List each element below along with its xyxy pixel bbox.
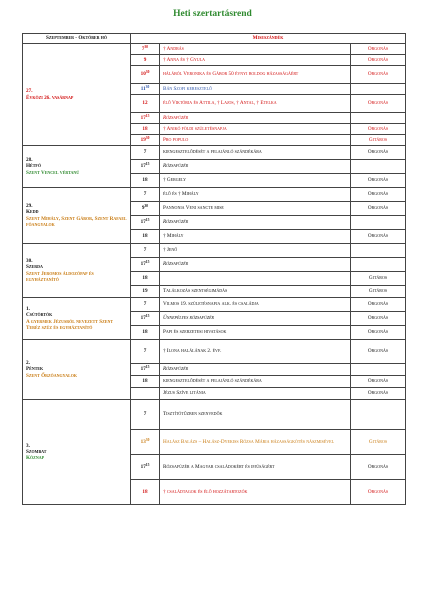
day-feast: Köznap — [26, 455, 45, 462]
time-cell — [131, 174, 160, 188]
time-cell — [131, 286, 160, 298]
time-minutes: 15 — [145, 314, 150, 319]
intention-cell: Rózsafüzér — [160, 160, 351, 174]
day-cell — [23, 44, 131, 146]
time-hour: 18 — [142, 488, 148, 495]
time-cell — [131, 44, 160, 55]
table-row — [23, 340, 406, 364]
day-date: 27. — [26, 88, 33, 95]
intention-cell: Tisztítótűzben szenvedők — [160, 400, 351, 430]
time-hour: 17 — [140, 163, 146, 170]
time-minutes: 15 — [145, 162, 150, 167]
time-minutes: 15 — [145, 218, 150, 223]
intention-cell: Jézus Szíve litánia — [160, 388, 351, 400]
time-hour: 19 — [142, 288, 148, 295]
day-feast: A gyermek Jézusról nevezett Szent Teréz szűz és egyháztanító — [26, 318, 114, 331]
table-row — [23, 400, 406, 430]
time-cell — [131, 258, 160, 272]
day-feast: Szent Vencel vértanú — [26, 169, 80, 176]
time-cell — [131, 146, 160, 160]
day-name: Szombat — [26, 448, 47, 455]
music-cell: Orgonás — [351, 202, 406, 216]
time-hour: 9 — [141, 205, 145, 212]
time-cell — [131, 113, 160, 124]
table-header-row — [23, 34, 406, 44]
intention-column-header: Miseszándék — [131, 34, 406, 44]
music-cell: Orgonás — [351, 312, 406, 326]
intention-cell: † Jenő — [160, 244, 351, 258]
music-cell: Orgonás — [351, 95, 406, 113]
time-hour: 17 — [140, 114, 146, 121]
time-cell — [131, 84, 160, 95]
music-cell — [351, 160, 406, 174]
time-cell — [131, 124, 160, 135]
music-cell: Orgonás — [351, 44, 406, 55]
intention-cell: hálából Veronika és Gábor 50 évnyi boldog házasságáért — [160, 66, 351, 84]
intention-cell: kiengesztelődését a felajánló szándékára — [160, 376, 351, 388]
time-hour: 18 — [142, 125, 148, 132]
time-cell — [131, 188, 160, 202]
time-cell — [131, 376, 160, 388]
intention-cell: † Anikó földi születésnapja — [160, 124, 351, 135]
time-hour: 17 — [140, 261, 146, 268]
music-cell: Orgonás — [351, 376, 406, 388]
time-minutes: 30 — [145, 70, 150, 75]
music-cell: Gitáros — [351, 430, 406, 455]
day-date: 2. — [26, 360, 30, 367]
time-cell — [131, 326, 160, 340]
time-cell — [131, 340, 160, 364]
time-hour: 7 — [143, 191, 147, 198]
schedule-body — [23, 44, 406, 505]
time-cell — [131, 480, 160, 505]
time-cell — [131, 272, 160, 286]
time-hour: 18 — [142, 329, 148, 336]
time-cell — [131, 202, 160, 216]
time-hour: 10 — [140, 71, 146, 78]
intention-cell: † Anna és † Gyula — [160, 55, 351, 66]
day-cell — [23, 244, 131, 298]
time-cell — [131, 312, 160, 326]
time-hour: 17 — [140, 315, 146, 322]
intention-cell: Rózsafüzér — [160, 113, 351, 124]
time-hour: 13 — [140, 438, 146, 445]
intention-cell: † családtagok és élő hozzátartozók — [160, 480, 351, 505]
time-minutes: 30 — [145, 438, 150, 443]
time-minutes: 30 — [145, 85, 150, 90]
day-date: 1. — [26, 306, 30, 313]
music-cell: Orgonás — [351, 388, 406, 400]
day-feast: Szent Őrzőangyalok — [26, 372, 77, 379]
schedule-table — [22, 33, 406, 505]
time-cell — [131, 244, 160, 258]
time-hour: 12 — [142, 100, 148, 107]
time-cell — [131, 230, 160, 244]
music-cell: Gitáros — [351, 272, 406, 286]
time-hour: 19 — [140, 136, 146, 143]
day-cell — [23, 146, 131, 188]
intention-cell: Találkozás szentségimádás — [160, 286, 351, 298]
time-hour: 7 — [143, 149, 147, 156]
music-cell — [351, 244, 406, 258]
time-cell — [131, 95, 160, 113]
time-cell — [131, 388, 160, 400]
day-name: Évközi 26. vasárnap — [26, 94, 74, 101]
time-hour: 18 — [142, 378, 148, 385]
music-cell — [351, 364, 406, 376]
music-cell: Gitáros — [351, 135, 406, 146]
time-hour: 11 — [140, 85, 146, 92]
music-cell: Orgonás — [351, 340, 406, 364]
intention-cell: Rózsafüzér a Magyar családokért és ifjúságért — [160, 455, 351, 480]
time-cell — [131, 135, 160, 146]
intention-cell: Rózsafüzér — [160, 258, 351, 272]
music-cell: Orgonás — [351, 455, 406, 480]
intention-cell: † András — [160, 44, 351, 55]
intention-cell: Pro populo — [160, 135, 351, 146]
day-feast: Szent Jeromos áldozópap és egyháztanító — [26, 270, 94, 283]
time-cell — [131, 160, 160, 174]
day-name: Csütörtök — [26, 312, 53, 319]
intention-cell: Ünnepélyes rózsafüzér — [160, 312, 351, 326]
time-cell — [131, 400, 160, 430]
intention-cell: Rózsafüzér — [160, 216, 351, 230]
time-cell — [131, 66, 160, 84]
music-cell: Orgonás — [351, 326, 406, 340]
page-title: Heti szertartásrend — [173, 9, 252, 19]
time-hour: 7 — [143, 411, 147, 418]
day-date: 29. — [26, 203, 33, 210]
time-minutes: 15 — [145, 114, 150, 119]
day-name: Kedd — [26, 209, 39, 216]
day-column-header: Szeptember - Október hó — [23, 34, 131, 44]
day-name: Szerda — [26, 264, 43, 271]
time-minutes: 15 — [145, 365, 150, 370]
time-cell — [131, 55, 160, 66]
time-hour: 18 — [142, 233, 148, 240]
time-cell — [131, 430, 160, 455]
time-hour: 9 — [143, 56, 147, 63]
day-date: 30. — [26, 258, 33, 265]
intention-cell: Papi és szerzetesi hivatások — [160, 326, 351, 340]
time-cell — [131, 216, 160, 230]
music-cell: Orgonás — [351, 298, 406, 312]
day-cell — [23, 340, 131, 400]
intention-cell: † Ilona halálának 2. évf. — [160, 340, 351, 364]
intention-cell: † Mihály — [160, 230, 351, 244]
day-cell — [23, 400, 131, 505]
day-feast: Szent Mihály, Szent Gábor, Szent Rafael főangyalok — [26, 215, 127, 228]
time-minutes: 30 — [144, 204, 149, 209]
day-date: 28. — [26, 157, 33, 164]
table-row — [23, 244, 406, 258]
time-cell — [131, 455, 160, 480]
music-cell — [351, 216, 406, 230]
day-date: 3. — [26, 442, 30, 449]
time-hour: 17 — [140, 219, 146, 226]
time-hour: 17 — [140, 366, 146, 373]
music-cell: Orgonás — [351, 480, 406, 505]
intention-cell: † Gergely — [160, 174, 351, 188]
intention-cell: élő és † Mihály — [160, 188, 351, 202]
music-cell: Orgonás — [351, 55, 406, 66]
time-minutes: 30 — [144, 45, 149, 50]
time-hour: 17 — [140, 463, 146, 470]
table-row — [23, 298, 406, 312]
table-row — [23, 188, 406, 202]
time-minutes: 30 — [145, 136, 150, 141]
time-cell — [131, 298, 160, 312]
time-minutes: 15 — [145, 463, 150, 468]
intention-cell: Pannonia Veni sancte mise — [160, 202, 351, 216]
intention-cell: élő Viktória és Attila, † Lajos, † Antal, † Etelka — [160, 95, 351, 113]
table-row — [23, 44, 406, 55]
music-cell — [351, 84, 406, 95]
day-name: Hétfő — [26, 163, 41, 170]
music-cell: Orgonás — [351, 66, 406, 84]
intention-cell: Rózsafüzér — [160, 364, 351, 376]
intention-cell: kiengesztelődését a felajánló szándékára — [160, 146, 351, 160]
music-cell: Orgonás — [351, 174, 406, 188]
intention-cell: Halász Balázs – Halász-Dyekiss Rózsa Mária házasságkötés nászmisével — [160, 430, 351, 455]
music-cell — [351, 113, 406, 124]
time-hour: 18 — [142, 177, 148, 184]
time-hour: 7 — [141, 45, 145, 52]
intention-cell: Vilmos 19. születésnapja alk. és családja — [160, 298, 351, 312]
intention-cell — [160, 272, 351, 286]
music-cell — [351, 400, 406, 430]
day-cell — [23, 188, 131, 244]
music-cell: Orgonás — [351, 188, 406, 202]
time-hour: 7 — [143, 247, 147, 254]
music-cell — [351, 258, 406, 272]
time-hour: 7 — [143, 348, 147, 355]
music-cell: Orgonás — [351, 230, 406, 244]
day-cell — [23, 298, 131, 340]
music-cell: Orgonás — [351, 146, 406, 160]
day-name: Péntek — [26, 366, 44, 373]
time-hour: 7 — [143, 301, 147, 308]
time-cell — [131, 364, 160, 376]
music-cell: Orgonás — [351, 124, 406, 135]
time-hour: 18 — [142, 275, 148, 282]
music-cell: Gitáros — [351, 286, 406, 298]
table-row — [23, 146, 406, 160]
time-minutes: 15 — [145, 260, 150, 265]
intention-cell: Bán Szofi keresztelő — [160, 84, 351, 95]
